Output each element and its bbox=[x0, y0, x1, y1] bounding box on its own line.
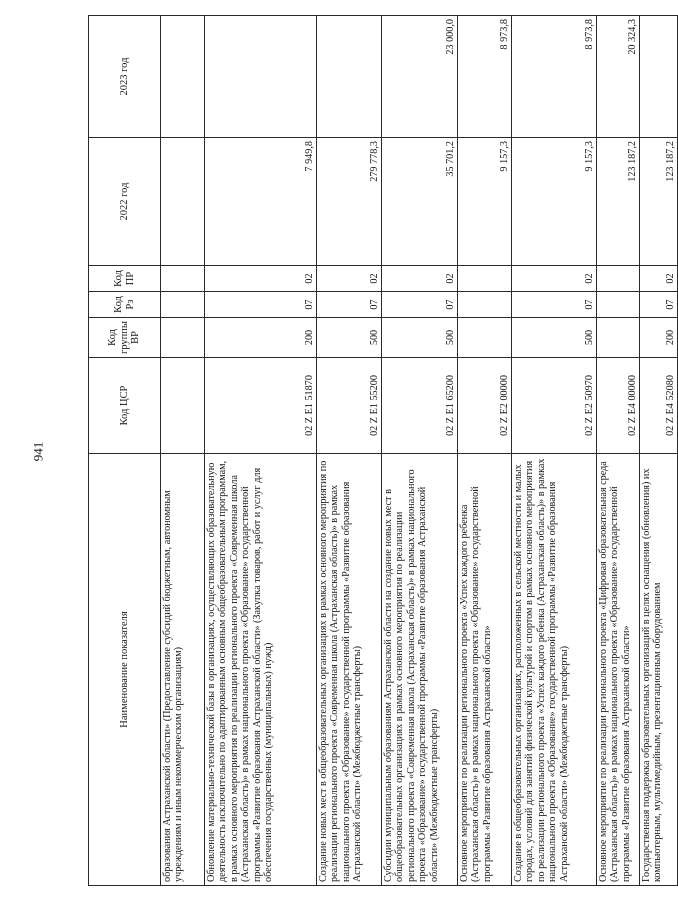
row-pr: 02 bbox=[317, 266, 382, 292]
row-2022: 9 157,3 bbox=[458, 138, 512, 266]
row-pr: 02 bbox=[640, 266, 678, 292]
row-pr: 02 bbox=[382, 266, 458, 292]
row-name: Государственная поддержка образовательных организаций в целях оснащения (обновления) их компьютерным, мультимедийным, презентационным оборудованием bbox=[640, 454, 678, 886]
row-vr: 500 bbox=[382, 318, 458, 358]
row-vr bbox=[458, 318, 512, 358]
row-2022: 35 701,2 bbox=[382, 138, 458, 266]
row-csr: 02 Z E1 55200 bbox=[317, 358, 382, 454]
row-name: Основное мероприятие по реализации регионального проекта «Цифровая образовательная среда (Астраханская область)» в рамках национального проекта «Образование» государственной программы «Развитие образования Астраханской области» bbox=[597, 454, 640, 886]
table-row bbox=[640, 16, 678, 886]
row-pr: 02 bbox=[205, 266, 317, 292]
table-row bbox=[597, 16, 640, 886]
row-rz: 07 bbox=[640, 292, 678, 318]
row-vr: 500 bbox=[512, 318, 597, 358]
row-csr: 02 Z E1 51870 bbox=[205, 358, 317, 454]
row-name: Основное мероприятие по реализации регионального проекта «Успех каждого ребенка (Астраханская область)» в рамках национального проекта «Образование» государственной программы «Развитие образования Астраханской области» bbox=[458, 454, 512, 886]
row-2023: 8 973,8 bbox=[512, 16, 597, 138]
row-vr bbox=[161, 318, 205, 358]
row-2023 bbox=[161, 16, 205, 138]
row-pr bbox=[458, 266, 512, 292]
budget-table bbox=[88, 15, 678, 886]
header-2023: 2023 год bbox=[89, 16, 161, 138]
row-vr: 200 bbox=[640, 318, 678, 358]
row-name: образования Астраханской области» (Предоставление субсидий бюджетным, автономным учреждениям и иным некоммерческим организациям) bbox=[161, 454, 205, 886]
row-2023 bbox=[205, 16, 317, 138]
table-row bbox=[458, 16, 512, 886]
rotated-table-wrapper bbox=[88, 16, 676, 886]
row-2023: 23 000,0 bbox=[382, 16, 458, 138]
row-name: Обновление материально-технической базы в организациях, осуществляющих образовательную деятельность исключительно по адаптированным основным общеобразовательным программам, в рамках основного мероприятия по реализации регионального проекта «Современная школа (Астраханская область)» в рамках национального проекта «Образование» государственной программы «Развитие образования Астраханской области» (Закупка товаров, работ и услуг для обеспечения государственных (муниципальных) нужд) bbox=[205, 454, 317, 886]
row-rz: 07 bbox=[317, 292, 382, 318]
row-csr: 02 Z E1 65200 bbox=[382, 358, 458, 454]
row-vr: 500 bbox=[317, 318, 382, 358]
row-csr: 02 Z E2 00000 bbox=[458, 358, 512, 454]
row-rz bbox=[458, 292, 512, 318]
row-2023 bbox=[317, 16, 382, 138]
row-2022: 123 187,2 bbox=[640, 138, 678, 266]
row-pr: 02 bbox=[512, 266, 597, 292]
row-name: Субсидии муниципальным образованиям Астраханской области на создание новых мест в общеобразовательных организациях в рамках основного мероприятия по реализации регионального проекта «Современная школа (Астраханская область)» в рамках национального проекта «Образование» государственной программы «Развитие образования Астраханской области» (Межбюджетные трансферты) bbox=[382, 454, 458, 886]
table-row bbox=[205, 16, 317, 886]
table-row bbox=[317, 16, 382, 886]
row-csr: 02 Z E4 52080 bbox=[640, 358, 678, 454]
row-rz: 07 bbox=[382, 292, 458, 318]
row-2023: 8 973,8 bbox=[458, 16, 512, 138]
row-rz bbox=[597, 292, 640, 318]
header-rz: Код Рз bbox=[89, 292, 161, 318]
row-csr: 02 Z E2 50970 bbox=[512, 358, 597, 454]
row-rz bbox=[161, 292, 205, 318]
row-2022: 279 778,3 bbox=[317, 138, 382, 266]
table-row bbox=[161, 16, 205, 886]
page-number: 941 bbox=[30, 441, 46, 462]
row-name: Создание в общеобразовательных организациях, расположенных в сельской местности и малых городах, условий для занятий физической культурой и спортом в рамках основного мероприятия по реализации регионального проекта «Успех каждого ребенка (Астраханская область)» в рамках национального проекта «Образование» государственной программы «Развитие образования Астраханской области» (Межбюджетные трансферты) bbox=[512, 454, 597, 886]
row-2022: 7 949,8 bbox=[205, 138, 317, 266]
row-vr: 200 bbox=[205, 318, 317, 358]
row-2022 bbox=[161, 138, 205, 266]
row-rz: 07 bbox=[205, 292, 317, 318]
row-csr bbox=[161, 358, 205, 454]
table-row bbox=[382, 16, 458, 886]
table-header-row bbox=[89, 16, 161, 886]
row-vr bbox=[597, 318, 640, 358]
header-pr: Код ПР bbox=[89, 266, 161, 292]
row-2022: 123 187,2 bbox=[597, 138, 640, 266]
row-2023: 20 324,3 bbox=[597, 16, 640, 138]
row-2023 bbox=[640, 16, 678, 138]
header-name: Наименование показателя bbox=[89, 454, 161, 886]
row-rz: 07 bbox=[512, 292, 597, 318]
header-vr: Код группы ВР bbox=[89, 318, 161, 358]
row-pr bbox=[597, 266, 640, 292]
row-name: Создание новых мест в общеобразовательных организациях в рамках основного мероприятия по реализации регионального проекта «Современная школа (Астраханская область)» в рамках национального проекта «Образование» государственной программы «Развитие образования Астраханской области» (Межбюджетные трансферты) bbox=[317, 454, 382, 886]
header-2022: 2022 год bbox=[89, 138, 161, 266]
table-row bbox=[512, 16, 597, 886]
row-pr bbox=[161, 266, 205, 292]
row-2022: 9 157,3 bbox=[512, 138, 597, 266]
header-csr: Код ЦСР bbox=[89, 358, 161, 454]
row-csr: 02 Z E4 00000 bbox=[597, 358, 640, 454]
